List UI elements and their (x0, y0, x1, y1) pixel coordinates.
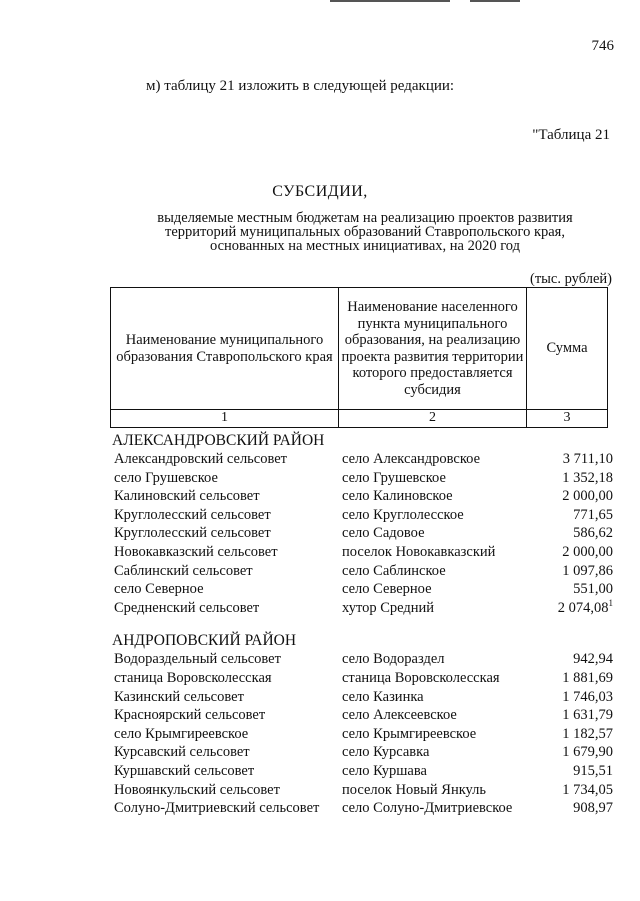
table-row (112, 580, 617, 599)
sum-value: 1 352,18 (562, 469, 613, 486)
settlement-cell: село Круглолесское (342, 506, 464, 523)
settlement-cell: хутор Средний (342, 599, 435, 616)
column-header-settlement: Наименование населенного пункта муниципального образования, на реализацию проекта развития территории которого предоставляется субсидия (339, 288, 527, 410)
table-row (112, 669, 617, 688)
units-label: (тыс. рублей) (530, 271, 612, 287)
settlement-cell: село Казинка (342, 688, 424, 705)
settlement-cell: поселок Новый Янкуль (342, 781, 487, 798)
municipality-cell: село Крымгиреевское (114, 725, 249, 742)
sum-value: 551,00 (573, 581, 613, 598)
district-heading: АЛЕКСАНДРОВСКИЙ РАЙОН (112, 432, 325, 449)
municipality-cell: Куршавский сельсовет (114, 762, 255, 779)
sum-cell (562, 725, 613, 744)
sum-cell (573, 580, 613, 599)
sum-value: 942,94 (573, 651, 613, 668)
column-number-row (111, 410, 608, 428)
table-row (112, 562, 617, 581)
table-row (112, 450, 617, 469)
settlement-cell: село Солуно-Дмитриевское (342, 800, 513, 817)
municipality-cell: село Грушевское (114, 469, 218, 486)
sum-value: 908,97 (573, 800, 613, 817)
sum-cell (573, 799, 613, 818)
table-row (112, 543, 617, 562)
sum-value: 586,62 (573, 525, 613, 542)
district-heading: АНДРОПОВСКИЙ РАЙОН (112, 632, 297, 650)
sum-value: 1 182,57 (562, 725, 613, 742)
sum-value: 771,65 (573, 506, 613, 523)
section-gap (112, 617, 617, 631)
municipality-cell: станица Воровсколесская (114, 669, 272, 686)
municipality-cell: Солуно-Дмитриевский сельсовет (114, 800, 320, 817)
settlement-cell: село Северное (342, 581, 432, 598)
municipality-cell: Курсавский сельсовет (114, 744, 250, 761)
sum-cell (558, 599, 613, 618)
sum-value: 1 631,79 (562, 707, 613, 724)
table-row (112, 506, 617, 525)
document-title: СУБСИДИИ, (272, 183, 368, 200)
municipality-cell: Калиновский сельсовет (114, 488, 260, 505)
sum-cell (562, 487, 613, 506)
table-body (112, 431, 617, 818)
sum-value: 3 711,10 (562, 451, 613, 467)
page-number: 746 (591, 38, 614, 54)
sum-cell (563, 450, 613, 469)
table-row (112, 725, 617, 744)
column-header-municipality: Наименование муниципального образования Ставропольского края (111, 288, 339, 410)
municipality-cell: Казинский сельсовет (114, 688, 244, 705)
sum-cell (573, 524, 613, 543)
municipality-cell: Круглолесский сельсовет (114, 506, 271, 523)
table-row (112, 799, 617, 818)
settlement-cell: село Садовое (342, 525, 425, 542)
settlement-cell: село Грушевское (342, 469, 446, 486)
table-row (112, 487, 617, 506)
intro-text: м) таблицу 21 изложить в следующей редакции: (146, 78, 455, 94)
table-row (112, 469, 617, 488)
table-header (110, 287, 608, 428)
sum-cell (562, 743, 613, 762)
municipality-cell: Круглолесский сельсовет (114, 525, 271, 542)
settlement-cell: станица Воровсколесская (342, 669, 500, 686)
sum-cell (562, 669, 613, 688)
sum-value: 1 097,86 (562, 562, 613, 579)
settlement-cell: село Куршава (342, 762, 427, 779)
settlement-cell: село Водораздел (342, 651, 445, 668)
table-row (112, 650, 617, 669)
table-label: "Таблица 21 (532, 127, 610, 143)
settlement-cell: село Крымгиреевское (342, 725, 477, 742)
municipality-cell: Новоянкульский сельсовет (114, 781, 280, 798)
footnote-marker: 1 (608, 597, 613, 608)
table-row (112, 599, 617, 618)
settlement-cell: село Алексеевское (342, 707, 457, 724)
municipality-cell: Новокавказский сельсовет (114, 543, 278, 560)
table-row (112, 524, 617, 543)
scan-artifact-top (330, 0, 450, 2)
sum-cell (562, 543, 613, 562)
settlement-cell: село Калиновское (342, 488, 453, 505)
sum-cell (562, 781, 613, 800)
sum-value: 1 746,03 (562, 688, 613, 705)
sum-value: 915,51 (573, 762, 613, 779)
sum-cell (562, 688, 613, 707)
document-subtitle: выделяемые местным бюджетам на реализацию проектов развития территорий муниципальных образований Ставропольского края, основанных на местных инициативах, на 2020 год (157, 210, 573, 254)
sum-cell (573, 762, 613, 781)
sum-value: 1 734,05 (562, 781, 613, 798)
sum-value: 2 074,08 (557, 599, 609, 616)
table-row (112, 762, 617, 781)
column-header-sum: Сумма (527, 288, 608, 410)
sum-cell (562, 706, 613, 725)
column-number: 2 (339, 410, 527, 428)
sum-cell (573, 650, 613, 669)
municipality-cell: село Северное (114, 581, 204, 598)
municipality-cell: Александровский сельсовет (114, 451, 288, 467)
sum-value: 2 000,00 (562, 488, 613, 505)
municipality-cell: Средненский сельсовет (114, 599, 260, 616)
table-row (112, 688, 617, 707)
sum-value: 1 679,90 (562, 744, 613, 761)
sum-value: 2 000,00 (562, 543, 613, 560)
column-number: 3 (527, 410, 608, 428)
table-row (112, 781, 617, 800)
municipality-cell: Водораздельный сельсовет (114, 651, 281, 668)
sum-cell (562, 469, 613, 488)
sum-value: 1 881,69 (562, 669, 613, 686)
settlement-cell: село Александровское (342, 451, 481, 467)
municipality-cell: Красноярский сельсовет (114, 707, 266, 724)
municipality-cell: Саблинский сельсовет (114, 562, 253, 579)
table-row (112, 743, 617, 762)
sum-cell (562, 562, 613, 581)
header-row (111, 288, 608, 410)
scan-artifact-top (470, 0, 520, 2)
settlement-cell: село Курсавка (342, 744, 430, 761)
settlement-cell: село Саблинское (342, 562, 446, 579)
table-row (112, 706, 617, 725)
sum-cell (573, 506, 613, 525)
column-number: 1 (111, 410, 339, 428)
settlement-cell: поселок Новокавказский (342, 543, 496, 560)
